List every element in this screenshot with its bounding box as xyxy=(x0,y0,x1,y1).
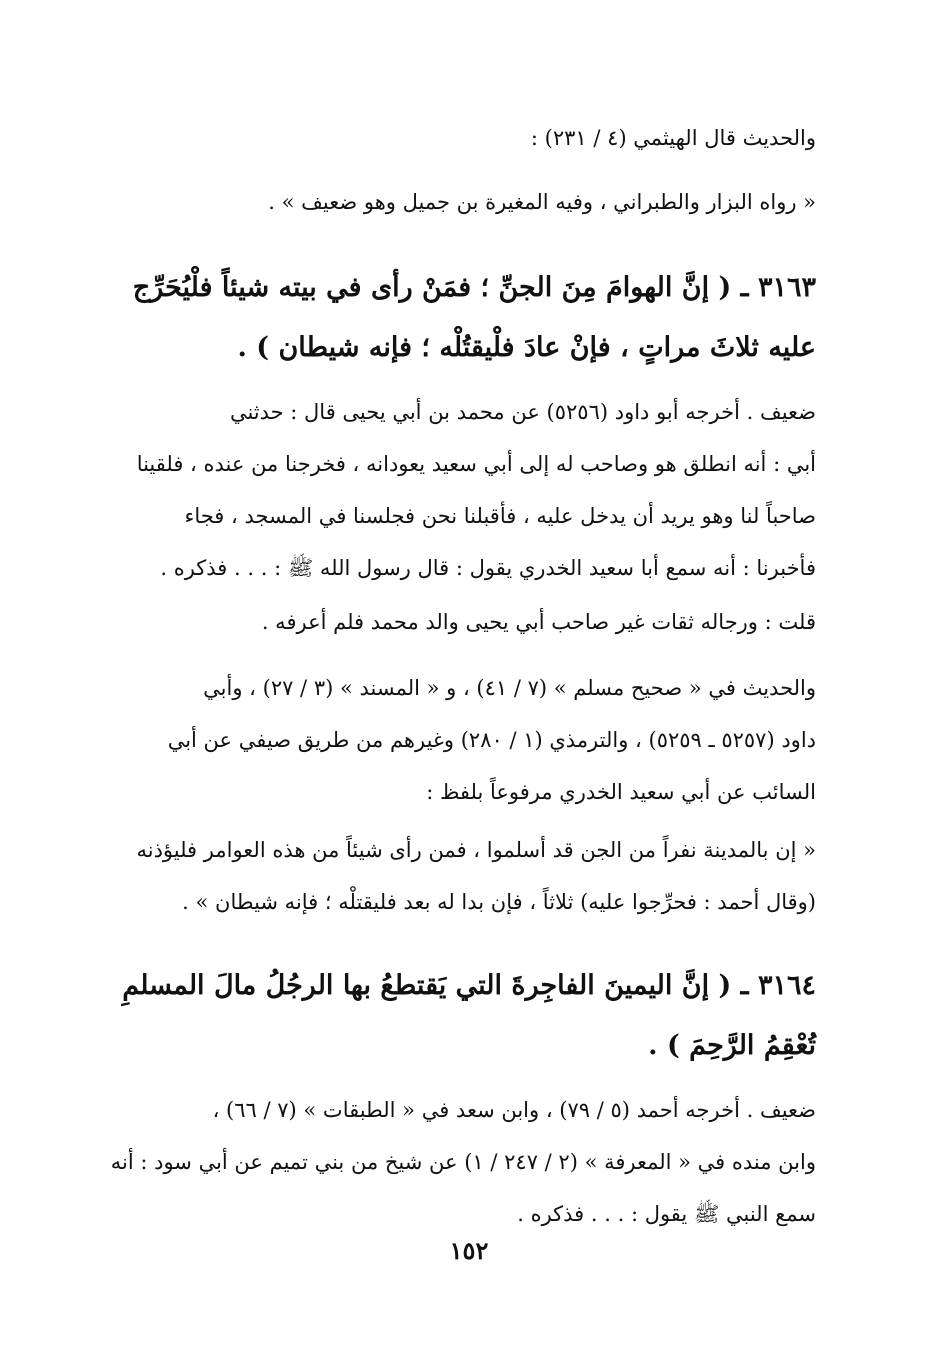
hadith-line: عليه ثلاثَ مراتٍ ، فإنْ عادَ فلْيقتُلْه ؛ فإنه شيطان ) . xyxy=(237,332,816,363)
text-line: قلت : ورجاله ثقات غير صاحب أبي يحيى والد محمد فلم أعرفه . xyxy=(261,610,816,634)
text-line: والحديث في « صحيح مسلم » (٧ / ٤١) ، و « المسند » (٣ / ٢٧) ، وأبي xyxy=(203,676,816,700)
text-line: « رواه البزار والطبراني ، وفيه المغيرة بن جميل وهو ضعيف » . xyxy=(268,190,816,214)
hadith-3163-takhrij xyxy=(122,386,816,594)
text-line: صاحباً لنا وهو يريد أن يدخل عليه ، فأقبلنا نحن فجلسنا في المسجد ، فجاء xyxy=(184,504,816,528)
hadith-line: ٣١٦٣ ـ ( إنَّ الهوامَ مِنَ الجنِّ ؛ فمَنْ رأى في بيته شيئاً فلْيُحَرِّج xyxy=(132,272,816,303)
hadith-3163-heading xyxy=(122,258,816,378)
text-line: ضعيف . أخرجه أبو داود (٥٢٥٦) عن محمد بن أبي يحيى قال : حدثني xyxy=(229,400,816,424)
text-line: والحديث قال الهيثمي (٤ / ٢٣١) : xyxy=(530,126,816,150)
text-line: سمع النبي ﷺ يقول : . . . فذكره . xyxy=(517,1202,816,1226)
text-line: وابن منده في « المعرفة » (٢ / ٢٤٧ / ١) عن شيخ من بني تميم عن أبي سود : أنه xyxy=(110,1150,816,1174)
text-line: السائب عن أبي سعيد الخدري مرفوعاً بلفظ : xyxy=(426,780,816,804)
text-line: ضعيف . أخرجه أحمد (٥ / ٧٩) ، وابن سعد في « الطبقات » (٧ / ٦٦) ، xyxy=(212,1098,816,1122)
hadith-line: تُعْقِمُ الرَّحِمَ ) . xyxy=(648,1030,816,1061)
intro-line xyxy=(531,116,816,160)
hadith-3163-quote xyxy=(122,824,816,928)
text-line: « إن بالمدينة نفراً من الجن قد أسلموا ، فمن رأى شيئاً من هذه العوامر فليؤذنه xyxy=(136,838,816,862)
hadith-3164-takhrij xyxy=(110,1084,816,1240)
text-line: فأخبرنا : أنه سمع أبا سعيد الخدري يقول : قال رسول الله ﷺ : . . . فذكره . xyxy=(160,556,816,580)
intro-quote xyxy=(268,180,816,224)
text-line: أبي : أنه انطلق هو وصاحب له إلى أبي سعيد يعودانه ، فخرجنا من عنده ، فلقينا xyxy=(136,452,816,476)
hadith-line: ٣١٦٤ ـ ( إنَّ اليمينَ الفاجِرةَ التي يَقتطعُ بها الرجُلُ مالَ المسلمِ xyxy=(122,970,816,1001)
hadith-3163-further xyxy=(122,662,816,818)
text-line: داود (٥٢٥٧ ـ ٥٢٥٩) ، والترمذي (١ / ٢٨٠) وغيرهم من طريق صيفي عن أبي xyxy=(167,728,816,752)
page-number: ١٥٢ xyxy=(449,1236,489,1265)
hadith-3164-heading xyxy=(122,956,816,1076)
hadith-3163-note xyxy=(262,600,816,644)
text-line: (وقال أحمد : فحرِّجوا عليه) ثلاثاً ، فإن بدا له بعد فليقتلْه ؛ فإنه شيطان » . xyxy=(182,890,816,914)
